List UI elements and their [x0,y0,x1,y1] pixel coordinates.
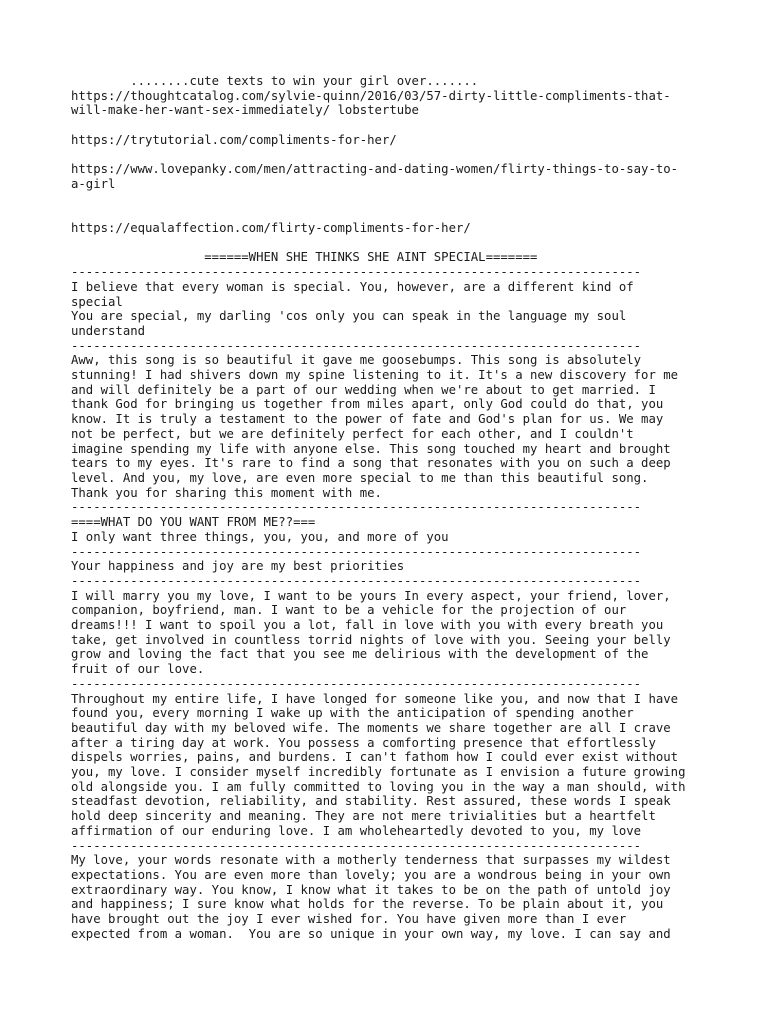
text-line: I will marry you my love, I want to be yours In every aspect, your friend, lover, [71,588,671,603]
text-line: you, my love. I consider myself incredibly fortunate as I envision a future growing [71,765,686,780]
blank-line [71,118,728,133]
text-line: special [71,294,123,309]
text-line: know. It is truly a testament to the power of fate and God's plan for us. We may [71,412,664,427]
text-line: imagine spending my life with anyone else. This song touched my heart and brought [71,441,671,456]
text-line: affirmation of our enduring love. I am wholeheartedly devoted to you, my love [71,823,642,838]
text-line: take, get involved in countless torrid nights of love with you. Seeing your belly [71,632,671,647]
text-line: ........cute texts to win your girl over....... [71,74,479,88]
text-line: have brought out the joy I ever wished for. You have given more than I ever [71,912,627,927]
text-line: I only want three things, you, you, and more of you [71,529,449,544]
text-line: steadfast devotion, reliability, and stability. Rest assured, these words I speak [71,794,671,809]
divider-line: ----------------------------------------------------------------------------- [71,544,642,559]
blank-line [71,148,728,163]
divider-line: ----------------------------------------------------------------------------- [71,265,642,280]
text-line: expectations. You are even more than lovely; you are a wondrous being in your own [71,867,671,882]
text-line: Throughout my entire life, I have longed for someone like you, and now that I have [71,691,679,706]
text-line: companion, boyfriend, man. I want to be a vehicle for the projection of our [71,603,627,618]
text-line: expected from a woman. You are so unique in your own way, my love. I can say and [71,926,671,941]
text-line: extraordinary way. You know, I know what it takes to be on the path of untold joy [71,882,671,897]
blank-line [71,206,728,221]
text-line: will-make-her-want-sex-immediately/ lobstertube [71,103,419,118]
text-line: hold deep sincerity and meaning. They are not mere trivialities but a heartfelt [71,809,656,824]
section-heading: ====WHAT DO YOU WANT FROM ME??=== [71,515,316,530]
text-line: fruit of our love. [71,662,205,677]
text-line: understand [71,323,146,338]
url-line: https://www.lovepanky.com/men/attracting-and-dating-women/flirty-things-to-say-to- [71,162,679,177]
text-line: and will definitely be a part of our wedding when we're about to get married. I [71,382,656,397]
text-line: old alongside you. I am fully committed to loving you in the way a man should, with [71,779,686,794]
text-line: grow and loving the fact that you see me delirious with the development of the [71,647,649,662]
text-line: My love, your words resonate with a motherly tenderness that surpasses my wildest [71,853,671,868]
url-line: https://equalaffection.com/flirty-compliments-for-her/ [71,221,471,236]
blank-line [71,236,728,251]
text-line: I believe that every woman is special. You, however, are a different kind of [71,279,634,294]
text-line: beautiful day with my beloved wife. The moments we share together are all I crave [71,720,671,735]
divider-line: ----------------------------------------------------------------------------- [71,838,642,853]
divider-line: ----------------------------------------------------------------------------- [71,573,642,588]
text-line: dreams!!! I want to spoil you a lot, fall in love with you with every breath you [71,618,664,633]
text-line: thank God for bringing us together from miles apart, only God could do that, you [71,397,664,412]
divider-line: ----------------------------------------------------------------------------- [71,676,642,691]
text-line: level. And you, my love, are even more special to me than this beautiful song. [71,470,649,485]
text-line: You are special, my darling 'cos only you can speak in the language my soul [71,309,627,324]
text-line: after a tiring day at work. You possess a comforting presence that effortlessly [71,735,656,750]
document-text [71,74,728,941]
text-line: Thank you for sharing this moment with me. [71,485,382,500]
text-line: found you, every morning I wake up with the anticipation of spending another [71,706,634,721]
text-line: Aww, this song is so beautiful it gave me goosebumps. This song is absolutely [71,353,642,368]
url-line: https://thoughtcatalog.com/sylvie-quinn/2016/03/57-dirty-little-compliments-that- [71,88,671,103]
blank-line [71,192,728,207]
section-heading: ======WHEN SHE THINKS SHE AINT SPECIAL======= [71,250,538,265]
url-line: https://trytutorial.com/compliments-for-her/ [71,132,397,147]
text-line: a-girl [71,176,116,191]
text-line: and happiness; I sure know what holds for the reverse. To be plain about it, you [71,897,664,912]
text-line: Your happiness and joy are my best priorities [71,559,405,574]
text-line: dispels worries, pains, and burdens. I can't fathom how I could ever exist without [71,750,679,765]
text-line: tears to my eyes. It's rare to find a song that resonates with you on such a deep [71,456,671,471]
text-line: not be perfect, but we are definitely perfect for each other, and I couldn't [71,426,634,441]
text-line: stunning! I had shivers down my spine listening to it. It's a new discovery for me [71,368,679,383]
divider-line: ----------------------------------------------------------------------------- [71,338,642,353]
divider-line: ----------------------------------------------------------------------------- [71,500,642,515]
